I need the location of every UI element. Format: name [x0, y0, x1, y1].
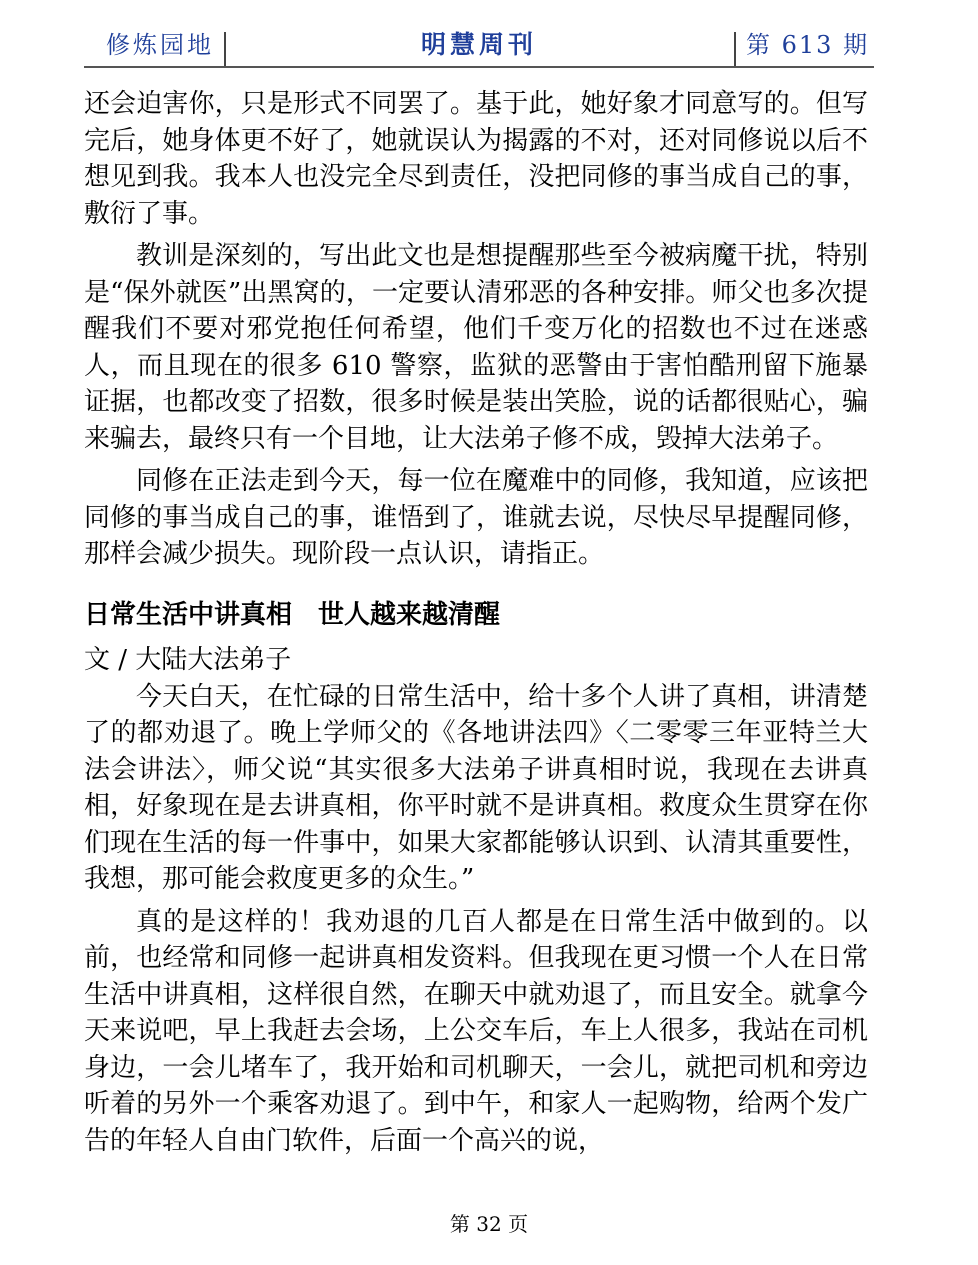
paragraph: 教训是深刻的，写出此文也是想提醒那些至今被病魔干扰，特别是“保外就医”出黑窝的，一定要认清邪恶的各种安排。师父也多次提醒我们不要对邪党抱任何希望，他们千变万化的招数也不过在迷惑人，而且现在的很多 610 警察，监狱的恶警由于害怕酷刑留下施暴证据，也都改变了招数，很多时候是装出笑脸，说的话都很贴心，骗来骗去，最终只有一个目地，让大法弟子修不成，毁掉大法弟子。 — [84, 241, 868, 454]
header-rule — [84, 66, 874, 68]
article-title: 日常生活中讲真相 世人越来越清醒 — [84, 599, 501, 630]
paragraph: 同修在正法走到今天，每一位在魔难中的同修，我知道，应该把同修的事当成自己的事，谁悟到了，谁就去说，尽快尽早提醒同修，那样会减少损失。现阶段一点认识，请指正。 — [84, 466, 868, 569]
paragraph: 真的是这样的！我劝退的几百人都是在日常生活中做到的。以前，也经常和同修一起讲真相发资料。但我现在更习惯一个人在日常生活中讲真相，这样很自然，在聊天中就劝退了，而且安全。就拿今天来说吧，早上我赶去会场，上公交车后，车上人很多，我站在司机身边，一会儿堵车了，我开始和司机聊天，一会儿，就把司机和旁边听着的另外一个乘客劝退了。到中午，和家人一起购物，给两个发广告的年轻人自由门软件，后面一个高兴的说， — [84, 906, 868, 1156]
paragraph: 还会迫害你，只是形式不同罢了。基于此，她好象才同意写的。但写完后，她身体更不好了，她就误认为揭露的不对，还对同修说以后不想见到我。我本人也没完全尽到责任，没把同修的事当成自己的事，敷衍了事。 — [84, 89, 868, 229]
issue-number: 第 613 期 — [746, 31, 870, 59]
page-header — [84, 26, 874, 66]
article-byline: 文 / 大陆大法弟子 — [84, 644, 292, 675]
section-name: 修炼园地 — [106, 31, 214, 59]
journal-title: 明慧周刊 — [420, 30, 537, 59]
paragraph: 今天白天，在忙碌的日常生活中，给十多个人讲了真相，讲清楚了的都劝退了。晚上学师父的《各地讲法四》〈二零零三年亚特兰大法会讲法〉，师父说“其实很多大法弟子讲真相时说，我现在去讲真相，好象现在是去讲真相，你平时就不是讲真相。救度众生贯穿在你们现在生活的每一件事中，如果大家都能够认识到、认清其重要性，我想，那可能会救度更多的众生。” — [84, 681, 868, 894]
page-body — [84, 86, 868, 1159]
page-number: 第 32 页 — [449, 1212, 529, 1236]
